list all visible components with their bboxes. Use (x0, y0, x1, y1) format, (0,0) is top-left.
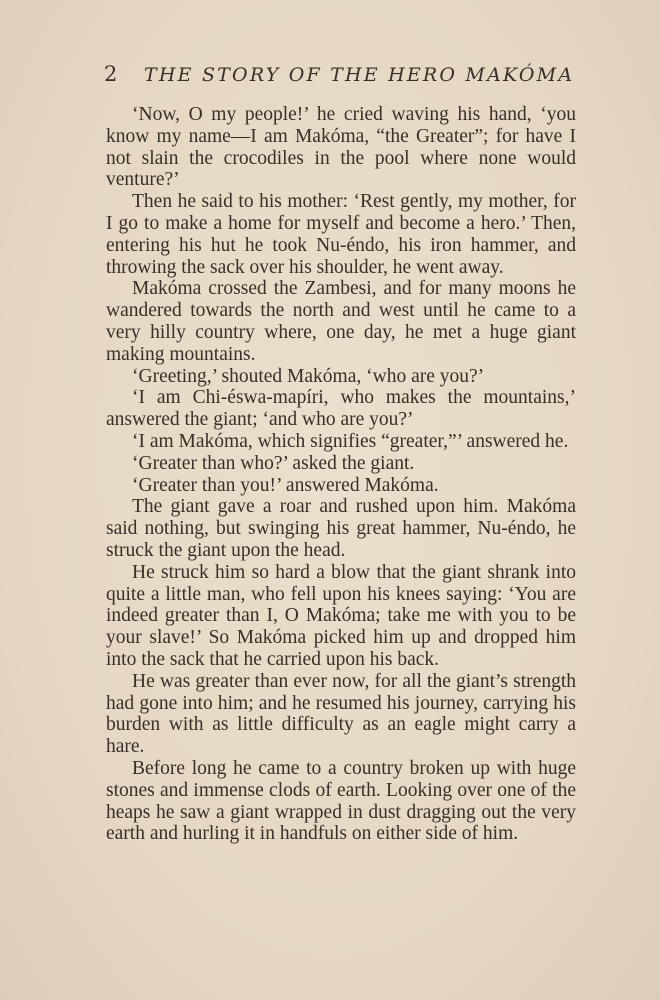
paragraph: Makóma crossed the Zambesi, and for many moons he wandered towards the north and west until he came to a very hilly country where, one day, he met a huge giant making mountains. (106, 278, 576, 365)
paragraph: Before long he came to a country broken up with huge stones and immense clods of earth. Looking over one of the heaps he saw a giant wrapped in dust dragging out the very earth and hurling it in handfuls on either side of him. (106, 757, 576, 845)
paragraph: He struck him so hard a blow that the giant shrank into quite a little man, who fell upon his knees saying: ‘You are indeed greater than I, O Makóma; take me with you to be your slave!’ So Makóma picked him up and dropped him into the sack that he carried upon his back. (106, 561, 576, 670)
paragraph: ‘Greeting,’ shouted Makóma, ‘who are you?’ (132, 365, 485, 387)
page-number: 2 (104, 62, 118, 86)
paragraph: ‘Now, O my people!’ he cried waving his hand, ‘you know my name—I am Makóma, “the Greater”; for have I not slain the crocodiles in the pool where none would venture?’ (106, 104, 576, 191)
paragraph: ‘Greater than who?’ asked the giant. (132, 452, 415, 474)
paragraph: He was greater than ever now, for all the giant’s strength had gone into him; and he resumed his journey, carrying his burden with as little difficulty as an eagle might carry a hare. (106, 670, 576, 758)
paragraph: ‘Greater than you!’ answered Makóma. (132, 474, 439, 496)
paragraph: ‘I am Makóma, which signifies “greater,”’ answered he. (132, 430, 569, 452)
body-text (106, 104, 576, 845)
running-title: THE STORY OF THE HERO MAKÓMA (144, 64, 575, 86)
paragraph: ‘I am Chi-éswa-mapíri, who makes the mountains,’ answered the giant; ‘and who are you?’ (106, 387, 576, 431)
paragraph: Then he said to his mother: ‘Rest gently, my mother, for I go to make a home for myself and become a hero.’ Then, entering his hut he took Nu-éndo, his iron hammer, and throwing the sack over his shoulder, he went away. (106, 191, 576, 278)
page-header (104, 62, 575, 92)
paragraph: The giant gave a roar and rushed upon him. Makóma said nothing, but swinging his great hammer, Nu-éndo, he struck the giant upon the head. (106, 496, 576, 561)
